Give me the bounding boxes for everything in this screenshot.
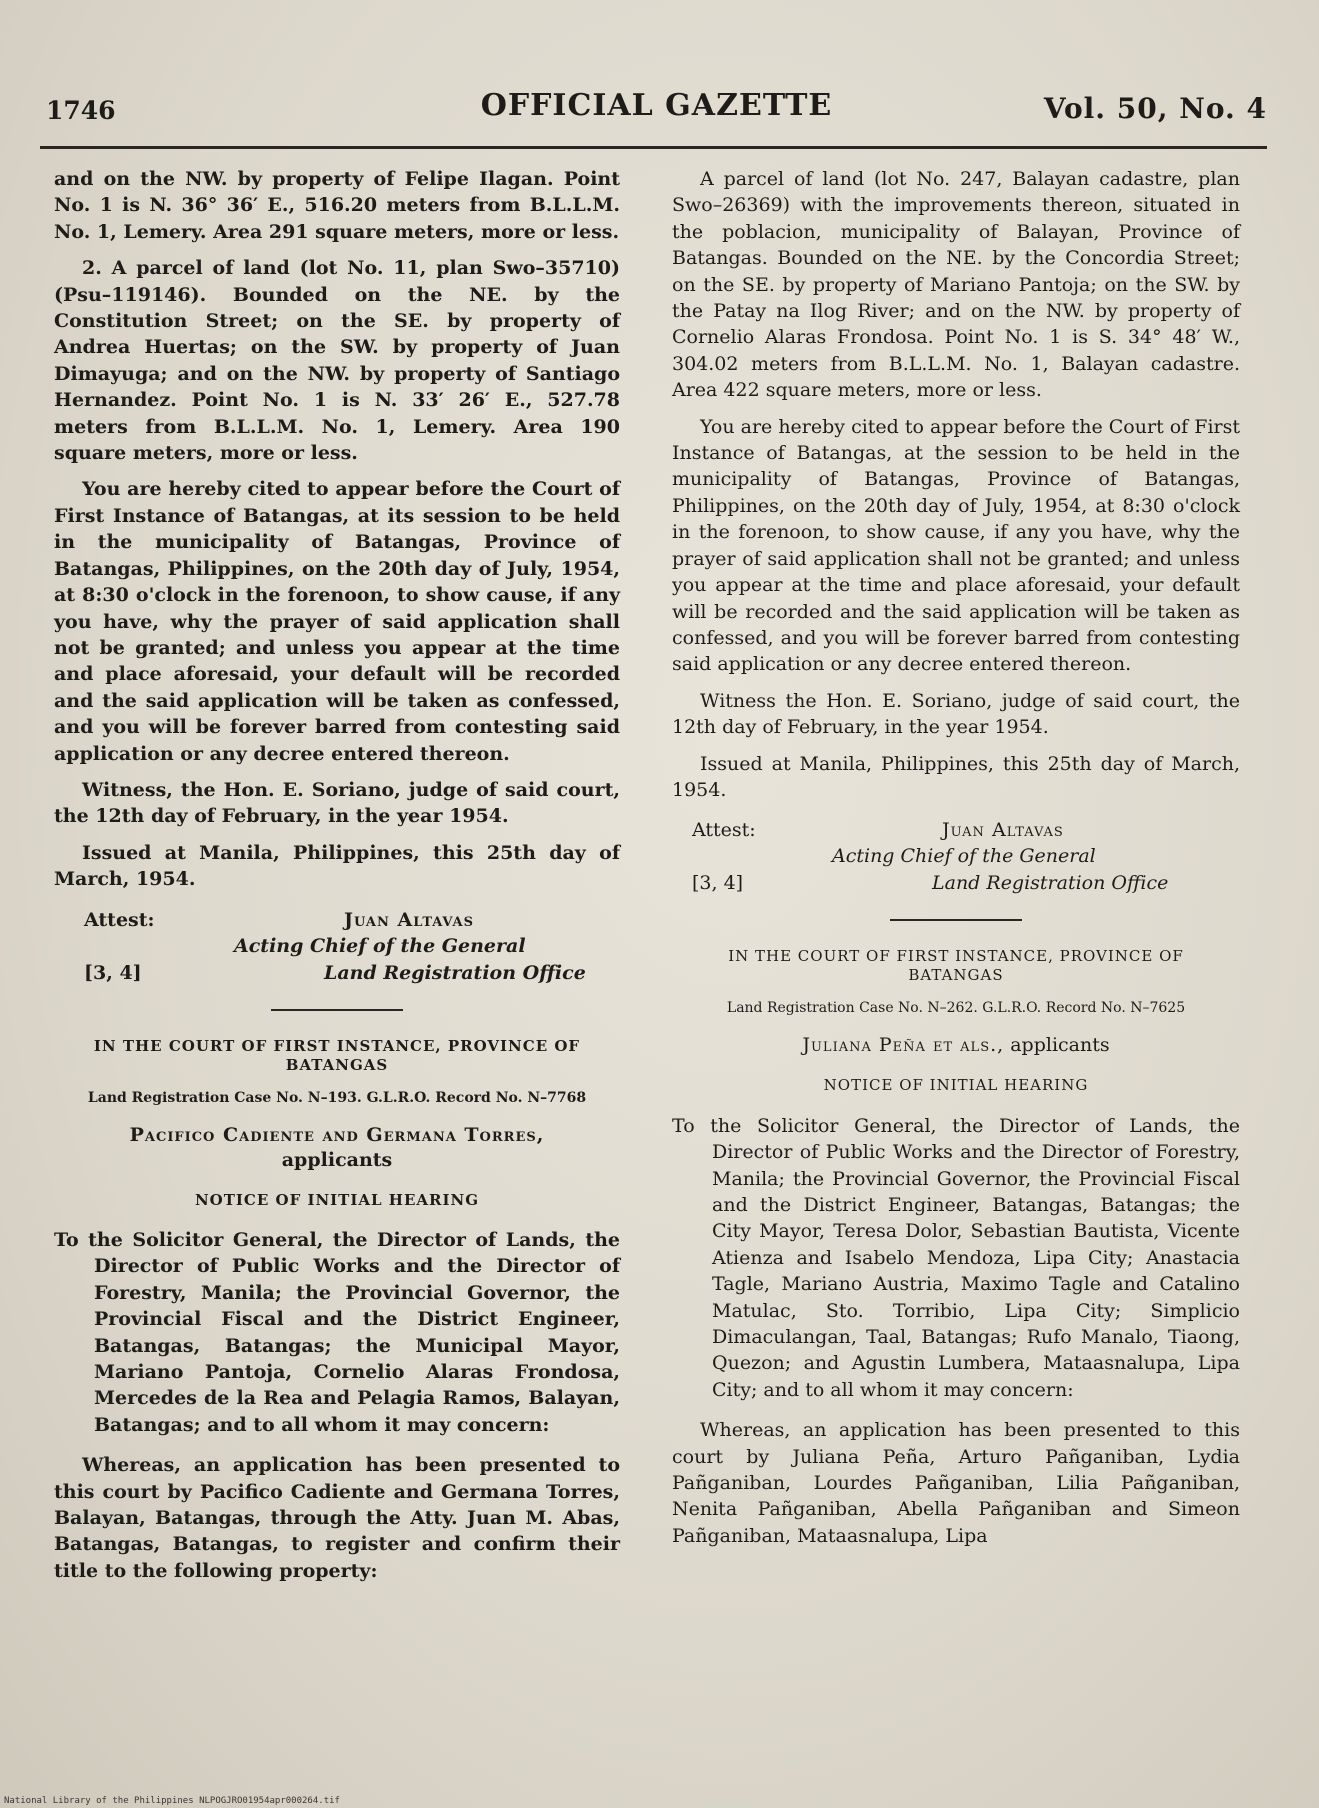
scan-footer: National Library of the Philippines NLPOGJRO01954apr000264.tif [4, 1796, 340, 1806]
court-heading: IN THE COURT OF FIRST INSTANCE, PROVINCE OF BATANGAS [728, 947, 1184, 985]
paragraph: A parcel of land (lot No. 247, Balayan cadastre, plan Swo–26369) with the improvements thereon, situated in the poblacion, municipality of Balayan, Province of Batangas. Bounded on the NE. by the Concordia Street; on the SE. by property of Mariano Pantoja; on the SW. by the Patay na Ilog River; and on the NW. by property of Cornelio Alaras Frondosa. Point No. 1 is S. 34° 48′ W., 304.02 meters from B.L.L.M. No. 1, Balayan cadastre. Area 422 square meters, more or less. [672, 168, 1240, 402]
attest-label: Attest: [84, 908, 155, 931]
issue-reference: [3, 4] [692, 872, 744, 895]
attest-title-line1: Acting Chief of the General [832, 845, 1096, 868]
paragraph: 2. A parcel of land (lot No. 11, plan Swo–35710) (Psu–119146). Bounded on the NE. by the Constitution Street; on the SE. by property of Andrea Huertas; on the SW. by property of Juan Dimayuga; and on the NW. by property of Santiago Hernandez. Point No. 1 is N. 33′ 26′ E., 527.78 meters from B.L.L.M. No. 1, Lemery. Area 190 square meters, more or less. [54, 257, 620, 465]
applicants-heading [692, 1033, 1220, 1058]
paragraph: Witness the Hon. E. Soriano, judge of said court, the 12th day of February, in the year 1954. [672, 689, 1240, 739]
court-heading: IN THE COURT OF FIRST INSTANCE, PROVINCE OF BATANGAS [93, 1036, 581, 1074]
paragraph: You are hereby cited to appear before the Court of First Instance of Batangas, at the session to be held in the municipality of Batangas, Province of Batangas, Philippines, on the 20th day of July, 1954, at 8:30 o'clock in the forenoon, to show cause, if any you have, why the prayer of said application shall not be granted; and unless you appear at the time and place aforesaid, your default will be recorded and the said application will be taken as confessed, and you will be forever barred from contesting said application or any decree entered thereon. [672, 415, 1240, 676]
paragraph: Issued at Manila, Philippines, this 25th day of March, 1954. [54, 841, 620, 891]
volume-issue: Vol. 50, No. 4 [1043, 92, 1267, 125]
applicants-heading [74, 1123, 600, 1173]
attestation-block [54, 907, 620, 993]
case-number: Land Registration Case No. N–262. G.L.R.O. Record No. N–7625 [726, 1000, 1186, 1017]
page-header [46, 86, 1267, 134]
header-rule [40, 146, 1267, 149]
attest-title-line1: Acting Chief of the General [234, 934, 526, 957]
left-column [54, 166, 620, 1594]
applicants-label: applicants [281, 1148, 393, 1171]
right-column [672, 166, 1240, 1559]
attestation-block [672, 817, 1240, 903]
page-number: 1746 [46, 96, 116, 125]
paragraph: Witness, the Hon. E. Soriano, judge of said court, the 12th day of February, in the year 1954. [54, 778, 620, 828]
attest-title-line2: Land Registration Office [324, 961, 586, 984]
paragraph: You are hereby cited to appear before the Court of First Instance of Batangas, at its session to be held in the municipality of Batangas, Province of Batangas, Philippines, on the 20th day of July, 1954, at 8:30 o'clock in the forenoon, to show cause, if any you have, why the prayer of said application shall not be granted; and unless you appear at the time and place aforesaid, your default will be recorded and the said application will be taken as confessed, and you will be forever barred from contesting said application or any decree entered thereon. [54, 478, 620, 765]
paragraph: Whereas, an application has been presented to this court by Juliana Peña, Arturo Pañganiban, Lydia Pañganiban, Lourdes Pañganiban, Lilia Pañganiban, Nenita Pañganiban, Abella Pañganiban and Simeon Pañganiban, Mataasnalupa, Lipa [672, 1419, 1240, 1547]
notice-heading: NOTICE OF INITIAL HEARING [194, 1190, 480, 1209]
notice-heading: NOTICE OF INITIAL HEARING [823, 1076, 1089, 1095]
section-divider [890, 919, 1022, 921]
attest-name: Juan Altavas [344, 908, 474, 931]
applicants-label: applicants [1010, 1034, 1110, 1057]
attest-name: Juan Altavas [942, 819, 1064, 842]
publication-title: OFFICIAL GAZETTE [480, 88, 833, 123]
paragraph: Issued at Manila, Philippines, this 25th day of March, 1954. [672, 752, 1240, 801]
case-number: Land Registration Case No. N–193. G.L.R.O. Record No. N–7768 [87, 1089, 587, 1106]
attest-title-line2: Land Registration Office [932, 872, 1169, 895]
issue-reference: [3, 4] [84, 961, 142, 984]
applicant-names: Juliana Peña et als., [802, 1034, 1005, 1057]
paragraph: Whereas, an application has been presented to this court by Pacifico Cadiente and Germana Torres, Balayan, Batangas, through the Atty. Juan M. Abas, Batangas, Batangas, to register and confirm their title to the following property: [54, 1454, 620, 1582]
applicant-names: Pacifico Cadiente and Germana Torres, [129, 1123, 545, 1146]
addressees: To the Solicitor General, the Director of Lands, the Director of Public Works and the Director of Forestry, Manila; the Provincial Governor, the Provincial Fiscal and the District Engineer, Batangas, Batangas; the Municipal Mayor, Mariano Pantoja, Cornelio Alaras Frondosa, Mercedes de la Rea and Pelagia Ramos, Balayan, Batangas; and to all whom it may concern: [54, 1228, 620, 1436]
addressees: To the Solicitor General, the Director of Lands, the Director of Public Works and the Director of Forestry, Manila; the Provincial Governor, the Provincial Fiscal and the District Engineer, Batangas, Batangas; the City Mayor, Teresa Dolor, Sebastian Bautista, Vicente Atienza and Isabelo Mendoza, Lipa City; Anastacia Tagle, Mariano Austria, Maximo Tagle and Catalino Matulac, Sto. Torribio, Lipa City; Simplicio Dimaculangan, Taal, Batangas; Rufo Manalo, Tiaong, Quezon; and Agustin Lumbera, Mataasnalupa, Lipa City; and to all whom it may concern: [672, 1114, 1240, 1401]
attest-label: Attest: [692, 819, 756, 842]
paragraph: and on the NW. by property of Felipe Ilagan. Point No. 1 is N. 36° 36′ E., 516.20 meters from B.L.L.M. No. 1, Lemery. Area 291 square meters, more or less. [54, 168, 620, 243]
section-divider [271, 1009, 403, 1011]
